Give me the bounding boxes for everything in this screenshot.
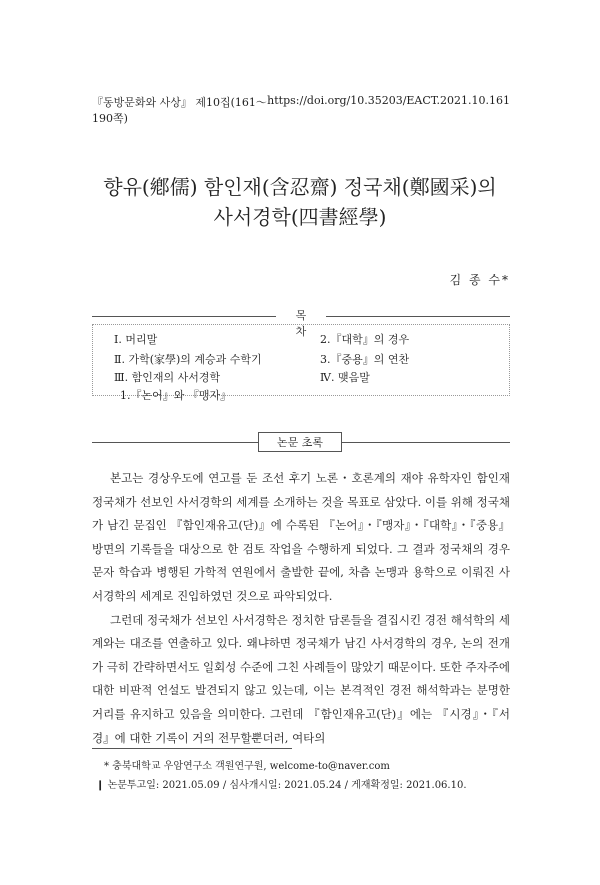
toc-item: 3.『중용』의 연찬 [320,353,410,366]
abstract-paragraph: 그런데 정국채가 선보인 사서경학은 정치한 담론들을 결집시킨 경전 해석학의 세계와는 대조를 연출하고 있다. 왜냐하면 정국채가 남긴 사서경학의 경우, 논의 전개가 극히 간략하면서도 일회성 수준에 그친 사례들이 많았기 때문이다. 또한 주자주에 대한 비판적 언설도 발견되지 않고 있는데, 이는 본격적인 경전 해석학과는 분명한 거리를 유지하고 있음을 의미한다. 그런데 『함인재유고(단)』에는 『시경』・『서경』에 대한 기록이 거의 전무할뿐더러, 여타의 [92,612,510,745]
toc-item: 1.『논어』와 『맹자』 [120,389,232,402]
title-line-1: 향유(鄕儒) 함인재(含忍齋) 정국채(鄭國采)의 [103,175,497,199]
abstract-paragraph: 본고는 경상우도에 연고를 둔 조선 후기 노론・호론계의 재야 유학자인 함인재 정국채가 선보인 사서경학의 세계를 소개하는 것을 목표로 삼았다. 이를 위해 정국채가 남긴 문집인 『함인재유고(단)』에 수록된 『논어』・『맹자』・『대학』・『중용』 방면의 기록들을 대상으로 한 검토 작업을 수행하게 되었다. 그 결과 정국채의 경우 문자 학습과 병행된 가학적 연원에서 출발한 끝에, 차츰 논맹과 용학으로 이뤄진 사서경학의 세계로 진입하였던 것으로 파악되었다. [92,471,510,603]
author-name: 김 종 수* [449,273,510,287]
abstract-label: 논문 초록 [258,432,342,452]
toc-item: Ⅲ. 함인재의 사서경학 [114,371,221,384]
toc-heading: 목 차 [276,307,326,339]
footnote-rule [92,748,292,749]
toc-item: Ⅱ. 가학(家學)의 계승과 수학기 [114,353,262,366]
toc-item: Ⅳ. 맺음말 [320,371,370,384]
paper-title [0,172,600,232]
abstract-body [92,467,510,750]
journal-citation: 『동방문화와 사상』 제10집(161～190쪽) [92,96,267,125]
doi-link[interactable]: https://doi.org/10.35203/EACT.2021.10.161 [267,94,510,107]
toc-item: 2.『대학』의 경우 [320,333,410,346]
title-line-2: 사서경학(四書經學) [213,205,387,229]
footnote-dates: ❙ 논문투고일: 2021.05.09 / 심사개시일: 2021.05.24 / 게재확정일: 2021.06.10. [96,780,467,791]
running-header [92,94,510,126]
table-of-contents [92,309,510,402]
footnote-affiliation: * 충북대학교 우암연구소 객원연구원, welcome-to@naver.com [104,761,390,772]
toc-item: Ⅰ. 머리말 [114,333,158,346]
